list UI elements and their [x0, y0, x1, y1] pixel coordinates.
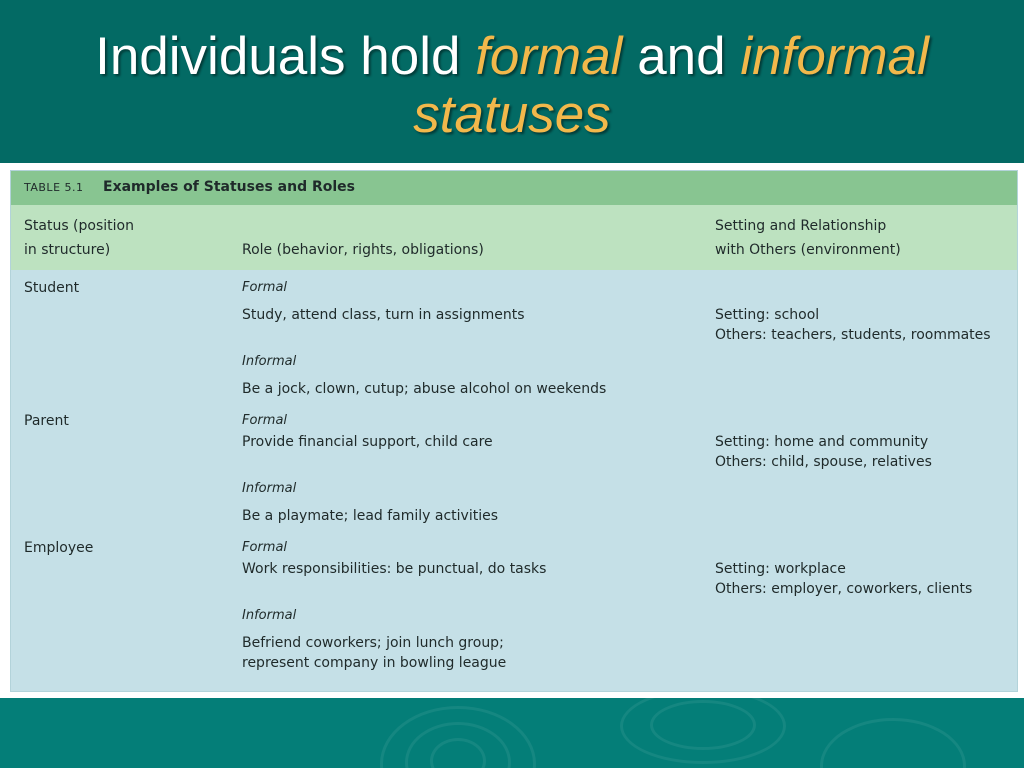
others-text: Others: employer, coworkers, clients	[715, 581, 973, 597]
role-formal-text: Work responsibilities: be punctual, do tasks	[242, 561, 547, 577]
footer-decoration	[0, 698, 1024, 768]
slide-title-line1	[0, 28, 1024, 86]
slide-title-line2	[0, 86, 1024, 144]
table-panel	[0, 163, 1024, 698]
role-formal-text: Study, attend class, turn in assignments	[242, 307, 525, 323]
role-informal-label: Informal	[242, 481, 297, 496]
header-status-line2: in structure)	[24, 242, 111, 258]
table-caption-bar	[11, 171, 1017, 205]
header-setting-line1: Setting and Relationship	[715, 218, 887, 234]
title-text-statuses: statuses	[413, 85, 611, 144]
others-text: Others: child, spouse, relatives	[715, 454, 932, 470]
header-status	[24, 214, 134, 262]
header-status-line1: Status (position	[24, 218, 134, 234]
statuses-table	[10, 170, 1018, 692]
role-informal-text: Be a jock, clown, cutup; abuse alcohol on weekends	[242, 381, 607, 397]
header-setting-line2: with Others (environment)	[715, 242, 901, 258]
table-number: TABLE 5.1	[24, 181, 84, 194]
header-setting	[715, 214, 901, 262]
title-text-plain: Individuals hold	[95, 27, 476, 86]
slide-title	[0, 28, 1024, 144]
ripple-decoration	[650, 700, 756, 750]
table-caption: Examples of Statuses and Roles	[103, 179, 355, 195]
table-body	[11, 270, 1017, 691]
setting-text: Setting: home and community	[715, 434, 929, 450]
title-text-and: and	[622, 27, 741, 86]
role-informal-text: Be a playmate; lead family activities	[242, 508, 499, 524]
title-text-informal: informal	[740, 27, 929, 86]
table-header-row	[11, 205, 1017, 270]
role-informal-text-line2: represent company in bowling league	[242, 655, 507, 671]
setting-text: Setting: school	[715, 307, 820, 323]
title-text-formal: formal	[475, 27, 623, 86]
role-informal-label: Informal	[242, 354, 297, 369]
row-status-student: Student	[24, 280, 80, 296]
setting-text: Setting: workplace	[715, 561, 846, 577]
others-text: Others: teachers, students, roommates	[715, 327, 991, 343]
ripple-decoration	[820, 718, 966, 768]
role-formal-label: Formal	[242, 413, 288, 428]
role-formal-label: Formal	[242, 540, 288, 555]
role-formal-label: Formal	[242, 280, 288, 295]
header-role: Role (behavior, rights, obligations)	[242, 242, 484, 258]
role-formal-text: Provide financial support, child care	[242, 434, 493, 450]
row-status-parent: Parent	[24, 413, 69, 429]
row-status-employee: Employee	[24, 540, 94, 556]
role-informal-text-line1: Befriend coworkers; join lunch group;	[242, 635, 504, 651]
role-informal-label: Informal	[242, 608, 297, 623]
